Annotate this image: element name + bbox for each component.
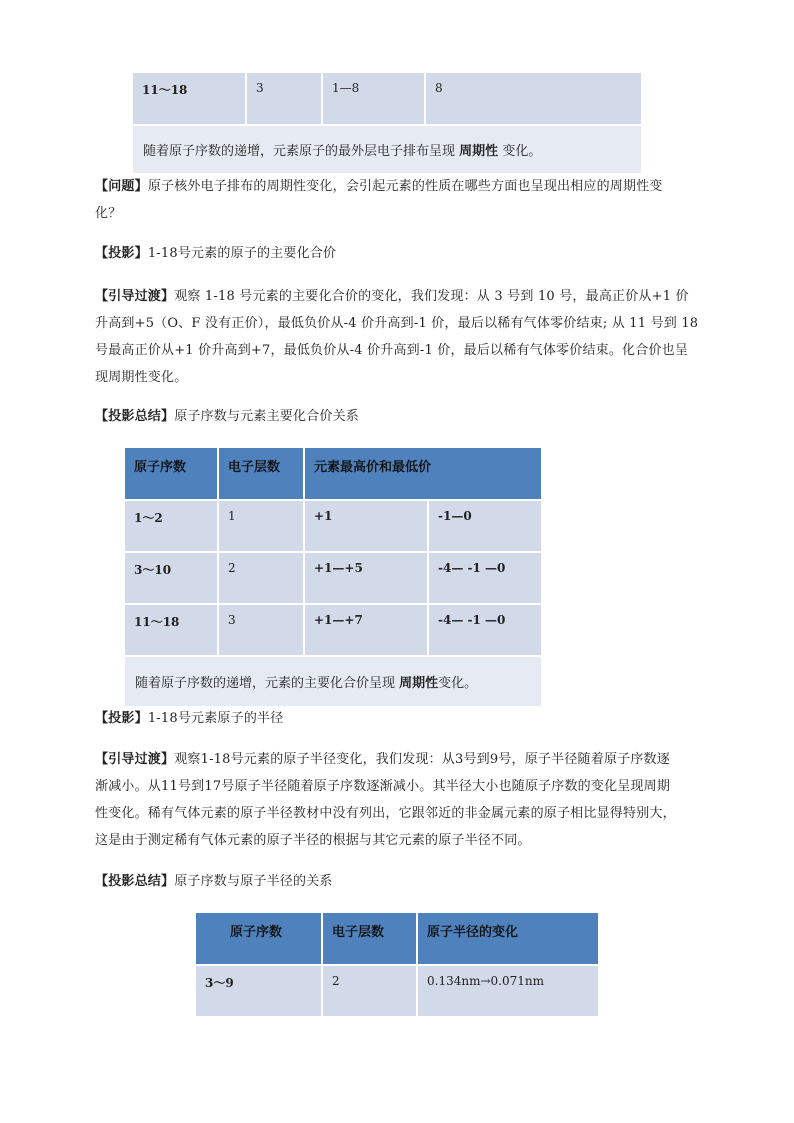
table-header: 电子层数 [218,448,304,500]
question-paragraph [95,173,710,227]
note-text: 随着原子序数的递增，元素原子的最外层电子排布呈现 [143,144,456,159]
question-tag: 【问题】 [95,179,148,194]
guide-text: 这是由于测定稀有气体元素的原子半径的根据与其它元素的原子半径不同。 [95,833,531,848]
projection-paragraph [95,705,710,732]
guide-text: 观察1-18号元素的原子半径变化，我们发现：从3号到9号，原子半径随着原子序数逐 [174,752,670,767]
table-row [196,965,598,1017]
table-note-row [133,125,641,173]
summary-text: 原子序数与元素主要化合价关系 [174,409,360,424]
table-row [125,552,541,604]
table-note [133,125,641,173]
summary-tag: 【投影总结】 [95,409,175,424]
table-cell: 0.134nm→0.071nm [417,965,598,1017]
note-text: 变化。 [502,144,542,159]
question-text: 化？ [95,206,122,221]
table-cell: -1—0 [428,500,541,552]
projection-text: 1-18号元素原子的半径 [147,711,284,726]
table-cell: +1 [304,500,428,552]
guide-text: 渐减小。从11号到17号原子半径随着原子序数逐渐减小。其半径大小也随原子序数的变化呈现周期 [95,779,671,794]
table-row [125,604,541,656]
table-valence [125,448,541,706]
guide-text: 升高到+5（O、F 没有正价），最低负价从-4 价升高到-1 价，最后以稀有气体零价结束; 从 11 号到 18 [95,316,699,331]
table-cell: 3～10 [125,552,218,604]
table-header: 原子半径的变化 [417,913,598,965]
projection-paragraph [95,240,710,267]
projection-tag: 【投影】 [95,711,148,726]
summary-text: 原子序数与原子半径的关系 [174,874,333,889]
table-header: 电子层数 [322,913,417,965]
table-cell: 3～9 [196,965,322,1017]
table-row [133,73,641,125]
guide-text: 现周期性变化。 [95,370,188,385]
table-cell: 2 [218,552,304,604]
note-text: 随着原子序数的递增，元素的主要化合价呈现 [135,676,396,691]
table-cell: -4— -1 —0 [428,552,541,604]
table-cell: 1 [218,500,304,552]
table-cell: 1—8 [322,73,425,125]
question-text: 原子核外电子排布的周期性变化，会引起元素的性质在哪些方面也呈现出相应的周期性变 [147,179,663,194]
guide-text: 号最高正价从+1 价升高到+7，最低负价从-4 价升高到-1 价，最后以稀有气体零价结束。化合价也呈 [95,343,689,358]
table-header-row [125,448,541,500]
guide-paragraph [95,746,710,854]
table-note-row [125,656,541,706]
table-cell: 11～18 [125,604,218,656]
table-electron-arrangement [133,73,641,173]
guide-paragraph [95,283,710,391]
table-cell: 3 [218,604,304,656]
note-bold: 周期性 [399,676,439,691]
table-row [125,500,541,552]
table-atomic-radius [196,913,598,1018]
projection-text: 1-18号元素的原子的主要化合价 [147,246,337,261]
projection-tag: 【投影】 [95,246,148,261]
note-bold: 周期性 [459,144,499,159]
table-cell: 1～2 [125,500,218,552]
table-note [125,656,541,706]
summary-paragraph [95,403,710,430]
summary-paragraph [95,868,710,895]
table-cell: 3 [246,73,322,125]
table-header: 原子序数 [125,448,218,500]
table-header: 原子序数 [196,913,322,965]
table-cell: 8 [425,73,641,125]
table-cell: 2 [322,965,417,1017]
summary-tag: 【投影总结】 [95,874,175,889]
table-cell: +1—+5 [304,552,428,604]
guide-tag: 【引导过渡】 [95,289,175,304]
guide-text: 观察 1-18 号元素的主要化合价的变化，我们发现：从 3 号到 10 号，最高正价从+1 价 [174,289,689,304]
table-cell: 11～18 [133,73,246,125]
table-header: 元素最高价和最低价 [304,448,541,500]
guide-text: 性变化。稀有气体元素的原子半径教材中没有列出，它跟邻近的非金属元素的原子相比显得特别大， [95,806,676,821]
table-cell: -4— -1 —0 [428,604,541,656]
note-text: 变化。 [438,676,478,691]
guide-tag: 【引导过渡】 [95,752,175,767]
table-cell: +1—+7 [304,604,428,656]
table-header-row [196,913,598,965]
